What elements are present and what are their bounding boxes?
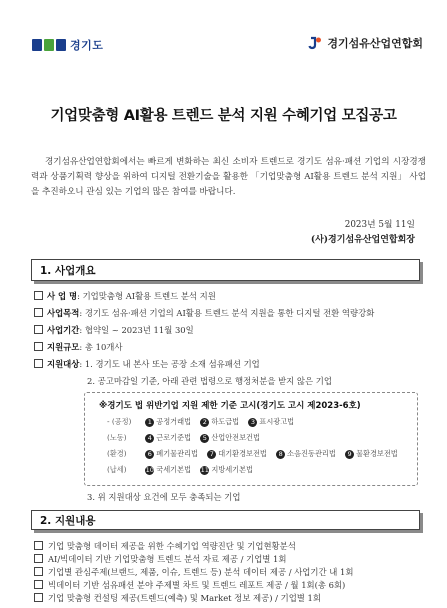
law-item: 7 대기환경보전법 [207,449,267,458]
gyeonggi-logo[interactable] [32,37,103,53]
law-item: 1 공정거래법 [145,417,191,426]
header [0,0,447,70]
criteria-row-labor: (노동) 4 근로기준법 5 산업안전보건법 [107,433,260,442]
federation-logo[interactable] [308,35,423,51]
overview-row-scale: 지원규모: 총 10개사 [34,341,122,353]
law-item: 8 소음진동관리법 [276,449,336,458]
checkbox-icon [34,325,43,334]
section-support-header [31,510,420,530]
page-title: 기업맞춤형 AI활용 트렌드 분석 지원 수혜기업 모집공고 [50,108,397,124]
checkbox-icon [34,541,43,550]
checkbox-icon [34,342,43,351]
law-item: 6 폐기물관리법 [145,449,198,458]
intro-paragraph: 경기섬유산업연합회에서는 빠르게 변화하는 최신 소비자 트렌드로 경기도 섬유·패션 기업의 시장경쟁력과 상품기획력 향상을 위하여 디지털 전환기술을 활용한 「기업맞춤형 AI활용 트렌드 분석 지원」 사업을 추진하오니 관심 있는 기업의 많은 참여를 바랍니다. [31,157,426,197]
checkbox-icon [34,580,43,589]
section-support-title: 2. 지원내용 [40,515,96,527]
support-item: 기업 맞춤형 데이터 제공을 위한 수혜기업 역량진단 및 기업현황분석 [34,540,296,552]
overview-row-purpose: 사업목적: 경기도 섬유·패션 기업의 AI활용 트렌드 분석 지원을 통한 디지털 전환 역량강화 [34,307,374,319]
support-item: AI/빅데이터 기반 기업맞춤형 트렌드 분석 자료 제공 / 기업별 1회 [34,553,286,565]
law-item: 10 국세기본법 [145,465,192,474]
checkbox-icon [34,593,43,602]
criteria-row-fair-trade: - (공정) 1 공정거래법 2 하도급법 3 표시광고법 [107,417,295,426]
announcement-date: 2023년 5월 11일 [344,220,415,230]
target-condition-2: 2. 공고마감일 기준, 아래 관련 법령으로 행정처분을 받지 않은 기업 [87,376,332,386]
target-condition-3: 3. 위 지원대상 요건에 모두 충족되는 기업 [87,492,241,502]
support-item: 빅데이터 기반 섬유패션 분야 주제별 차트 및 트렌드 레포트 제공 / 월 1회(총 6회) [34,579,345,591]
restriction-criteria-box [84,392,418,486]
issuing-organization: (사)경기섬유산업연합회장 [310,235,415,245]
checkbox-icon [34,291,43,300]
checkbox-icon [34,554,43,563]
law-item: 2 하도급법 [200,417,239,426]
support-item: 기업별 관심주제(브랜드, 제품, 이슈, 트렌드 등) 분석 데이터 제공 / 사업기간 내 1회 [34,566,353,578]
law-item: 9 물환경보전법 [345,449,398,458]
law-item: 4 근로기준법 [145,433,191,442]
checkbox-icon [34,359,43,368]
overview-row-target: 지원대상: 1. 경기도 내 본사 또는 공장 소재 섬유패션 기업 [34,358,260,370]
criteria-row-tax: (납세) 10 국세기본법 11 지방세기본법 [107,465,253,474]
section-overview-header [31,259,420,281]
section-overview-title: 1. 사업개요 [40,265,96,277]
federation-logo-icon [308,36,322,50]
criteria-row-environment: (환경) 6 폐기물관리법 7 대기환경보전법 8 소음진동관리법 9 물환경보전법 [107,449,398,458]
law-item: 5 산업안전보건법 [200,433,260,442]
checkbox-icon [34,567,43,576]
law-item: 3 표시광고법 [248,417,294,426]
overview-row-period: 사업기간: 협약일 ~ 2023년 11월 30일 [34,324,194,336]
support-item: 기업 맞춤형 컨설팅 제공(트렌드(예측) 및 Market 정보 제공) / 기업별 1회 [34,592,321,604]
gyeonggi-logo-text: 경기도 [70,39,104,52]
restriction-criteria-title: ※경기도 법 위반기업 지원 제한 기준 고시(경기도 고시 제2023-6호) [99,401,361,411]
law-item: 11 지방세기본법 [200,465,253,474]
gyeonggi-logo-mark-icon [32,39,66,51]
overview-row-name: 사 업 명: 기업맞춤형 AI활용 트렌드 분석 지원 [34,290,216,302]
checkbox-icon [34,308,43,317]
federation-logo-text: 경기섬유산업연합회 [327,37,423,50]
